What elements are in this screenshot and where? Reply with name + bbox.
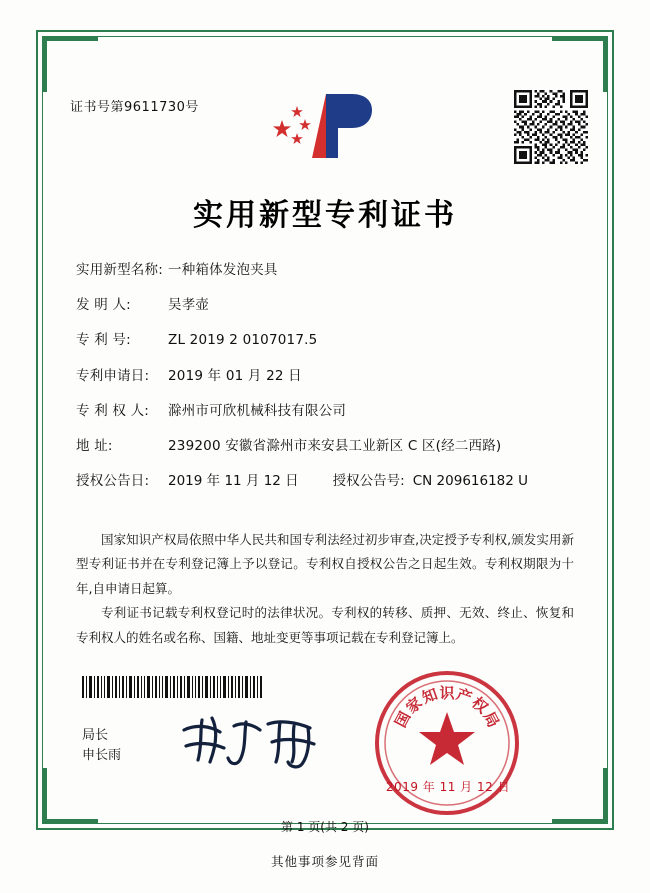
field-value: 2019 年 01 月 22 日 [168,367,302,384]
director-name: 申长雨 [82,747,122,763]
field-label: 专 利 号: [76,332,131,349]
svg-text:知: 知 [419,684,441,708]
seal-date: 2019 年 11 月 12 日 [385,780,511,794]
svg-text:局: 局 [479,708,503,731]
svg-text:国: 国 [391,708,415,731]
field-sub-label: 授权公告号: [332,473,405,490]
director-title-block [82,726,121,765]
field-row-grant-announcement [76,473,576,489]
svg-text:权: 权 [468,693,492,717]
certificate-number: 证书号第9611730号 [70,100,199,115]
corner-ornament-top-right [552,36,608,92]
field-row-patent-number [76,332,576,348]
qr-code-icon [514,90,588,164]
field-label: 专 利 权 人: [76,402,150,419]
field-sub-value: CN 209616182 U [412,473,529,490]
field-value: 吴孝壶 [168,297,210,314]
field-row-application-date [76,368,576,384]
field-label: 专利申请日: [76,367,150,384]
field-label: 实用新型名称: [76,262,163,278]
svg-text:家: 家 [402,693,426,717]
svg-text:产: 产 [453,684,475,708]
field-value: 一种箱体发泡夹具 [168,262,278,278]
legal-paragraph-2: 专利证书记载专利权登记时的法律状况。专利权的转移、质押、无效、终止、恢复和专利权人的姓名或名称、国籍、地址变更等事项记载在专利登记簿上。 [76,605,574,645]
corner-ornament-top-left [42,36,98,92]
page-number: 第 1 页(共 2 页) [281,820,369,834]
field-list [76,262,576,508]
field-value: 2019 年 11 月 12 日 [168,473,299,490]
field-label: 地 址: [76,437,113,454]
handwritten-signature-icon [176,712,336,772]
field-row-patentee [76,403,576,419]
cnipa-logo-icon [268,88,378,164]
field-label: 发 明 人: [76,297,131,314]
footer-note: 其他事项参见背面 [270,854,379,869]
legal-body-text [76,528,574,650]
field-value: ZL 2019 2 0107017.5 [168,332,318,349]
field-label: 授权公告日: [76,473,150,490]
director-label: 局长 [82,728,109,743]
page-title: 实用新型专利证书 [193,198,457,233]
field-value: 滁州市可欣机械科技有限公司 [168,402,347,419]
field-value: 239200 安徽省滁州市来安县工业新区 C 区(经二西路) [168,437,502,454]
field-row-inventor [76,297,576,313]
field-row-utility-model-name [76,262,576,278]
corner-ornament-bottom-right [552,768,608,824]
barcode-icon [82,676,262,698]
legal-paragraph-1: 国家知识产权局依照中华人民共和国专利法经过初步审查,决定授予专利权,颁发实用新型专利证书并在专利登记簿上予以登记。专利权自授权公告之日起生效。专利权期限为十年,自申请日起算。 [76,532,574,596]
field-row-address [76,438,576,454]
official-round-seal-icon [372,668,522,818]
svg-text:识: 识 [439,684,455,702]
corner-ornament-bottom-left [42,768,98,824]
